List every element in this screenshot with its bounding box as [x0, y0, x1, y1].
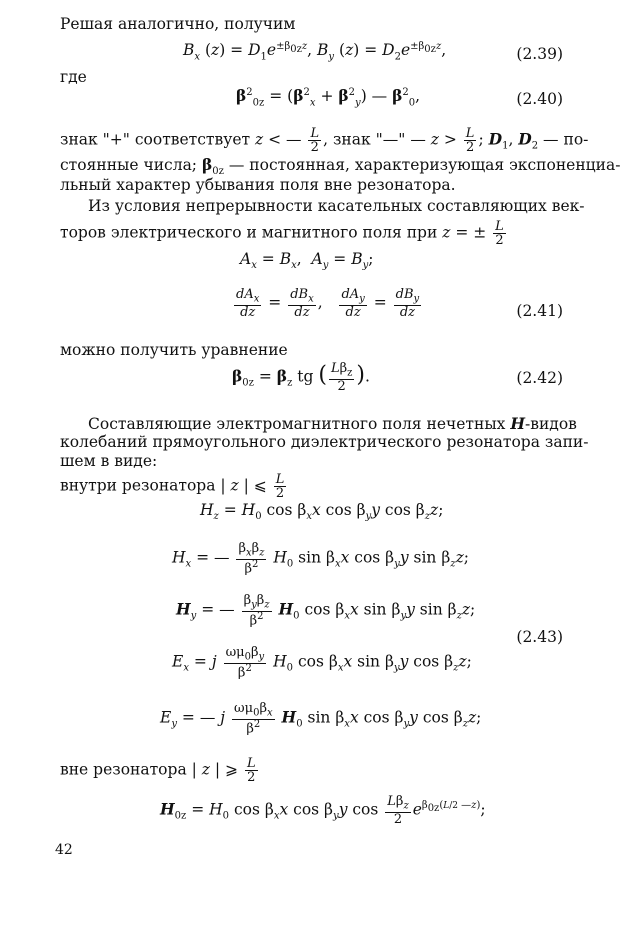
text-fragment: вне резонатора: [60, 760, 187, 779]
text-line: колебаний прямоугольного диэлектрического резонатора запи-: [60, 433, 589, 451]
equation-2-41: $\frac{dA_x}{dz}$ = $\frac{dB_x}{dz}$ , $\frac{dA_y}{dz}$ = $\frac{dB_y}{dz}$: [236, 287, 420, 320]
text-fragment: соответствует: [134, 130, 251, 149]
text-fragment: стоянные числа;: [60, 156, 198, 174]
text-line: где: [60, 68, 87, 86]
equation-number: (2.40): [516, 90, 563, 108]
text-line: Решая аналогично, получим: [60, 15, 296, 33]
text-line: внутри резонатора | z | ⩽ $\frac{L}{2}$: [60, 472, 285, 501]
text-fragment: по-: [563, 130, 589, 149]
text-fragment: внутри резонатора: [60, 476, 216, 495]
text-line: вне резонатора | z | ⩾ $\frac{L}{2}$: [60, 756, 256, 785]
text-line: знак "+" соответствует z < — $\frac{L}{2}$ , знак "—" — z > $\frac{L}{2}$ ; $D_1$, $D_2$ — по-: [60, 126, 589, 155]
text-line: торов электрического и магнитного поля при z = ± $\frac{L}{2}$: [60, 219, 504, 248]
text-fragment: ;: [478, 130, 484, 149]
page-number: 42: [55, 842, 73, 858]
equation-h0z: $H_{0z} = H_0$ $\cos \beta_xx$ $\cos \beta_yy$ cos $\frac{L\beta_z}{2}$ $e^{\beta_{0z}(L/2 —z)}$;: [160, 794, 486, 827]
text-line: Составляющие электромагнитного поля нечетных H-видов: [88, 414, 577, 433]
text-line: можно получить уравнение: [60, 341, 288, 359]
text-fragment: Составляющие электромагнитного поля нечетных: [88, 415, 506, 433]
equation-number: (2.39): [516, 45, 563, 63]
text-line: льный характер убывания поля вне резонатора.: [60, 176, 456, 194]
equation-number: (2.43): [516, 628, 563, 646]
text-fragment: "+": [102, 130, 130, 149]
equation-hz: $H_z = H_0$ $\cos \beta_xx$ $\cos \beta_yy$ $\cos \beta_zz$;: [200, 501, 444, 523]
text-fragment: -видов: [525, 415, 577, 433]
text-line: Из условия непрерывности касательных составляющих век-: [88, 197, 585, 215]
text-fragment: —: [410, 130, 426, 149]
equation-ax-bx: $A_x = B_x$, $A_y = B_y$;: [240, 250, 374, 272]
text-line: стоянные числа; $\beta_{0z}$ — постоянная, характеризующая экспоненциа-: [60, 155, 620, 178]
equation-2-42: $\beta_{0z} = \beta_z$ tg ( $\frac{L\beta_z}{2}$ ).: [232, 361, 370, 394]
text-fragment: , знак: [323, 130, 371, 149]
equation-2-39: $B_x$ $(z) = D_1e^{\pm\beta_{0z}z}$, $B_y$ $(z) = D_2e^{\pm\beta_{0z}z}$,: [183, 41, 447, 63]
text-fragment: "—": [375, 130, 406, 149]
text-fragment: знак: [60, 130, 98, 149]
text-line: шем в виде:: [60, 452, 158, 470]
equation-ey: $E_y$ = — j $\frac{\omega\mu_0\beta_x}{\beta^2}$ $H_0$ $\sin \beta_xx$ $\cos \beta_yy$ $\cos \beta_zz$;: [160, 701, 482, 736]
equation-number: (2.42): [516, 369, 563, 387]
equation-2-40: $\beta^2_{0z} = (\beta^2_x + \beta^2_y)$ — $\beta^2_0$,: [236, 86, 421, 109]
equation-hx: $H_x$ = — $\frac{\beta_x\beta_z}{\beta^2}$ $H_0$ $\sin \beta_xx$ $\cos \beta_yy$ $\sin \beta_zz$;: [172, 541, 469, 576]
text-fragment: — постоянная, характеризующая экспоненциа-: [228, 156, 620, 174]
text-fragment: торов электрического и магнитного поля при: [60, 223, 438, 242]
equation-ex: $E_x = j$ $\frac{\omega\mu_0\beta_y}{\beta^2}$ $H_0$ $\cos \beta_xx$ $\sin \beta_yy$ $\cos \beta_zz$;: [172, 645, 472, 680]
equation-number: (2.41): [516, 302, 563, 320]
equation-hy: $H_y$ = — $\frac{\beta_y\beta_z}{\beta^2}$ $H_0$ $\cos \beta_xx$ $\sin \beta_yy$ $\sin \beta_zz$;: [176, 593, 476, 628]
